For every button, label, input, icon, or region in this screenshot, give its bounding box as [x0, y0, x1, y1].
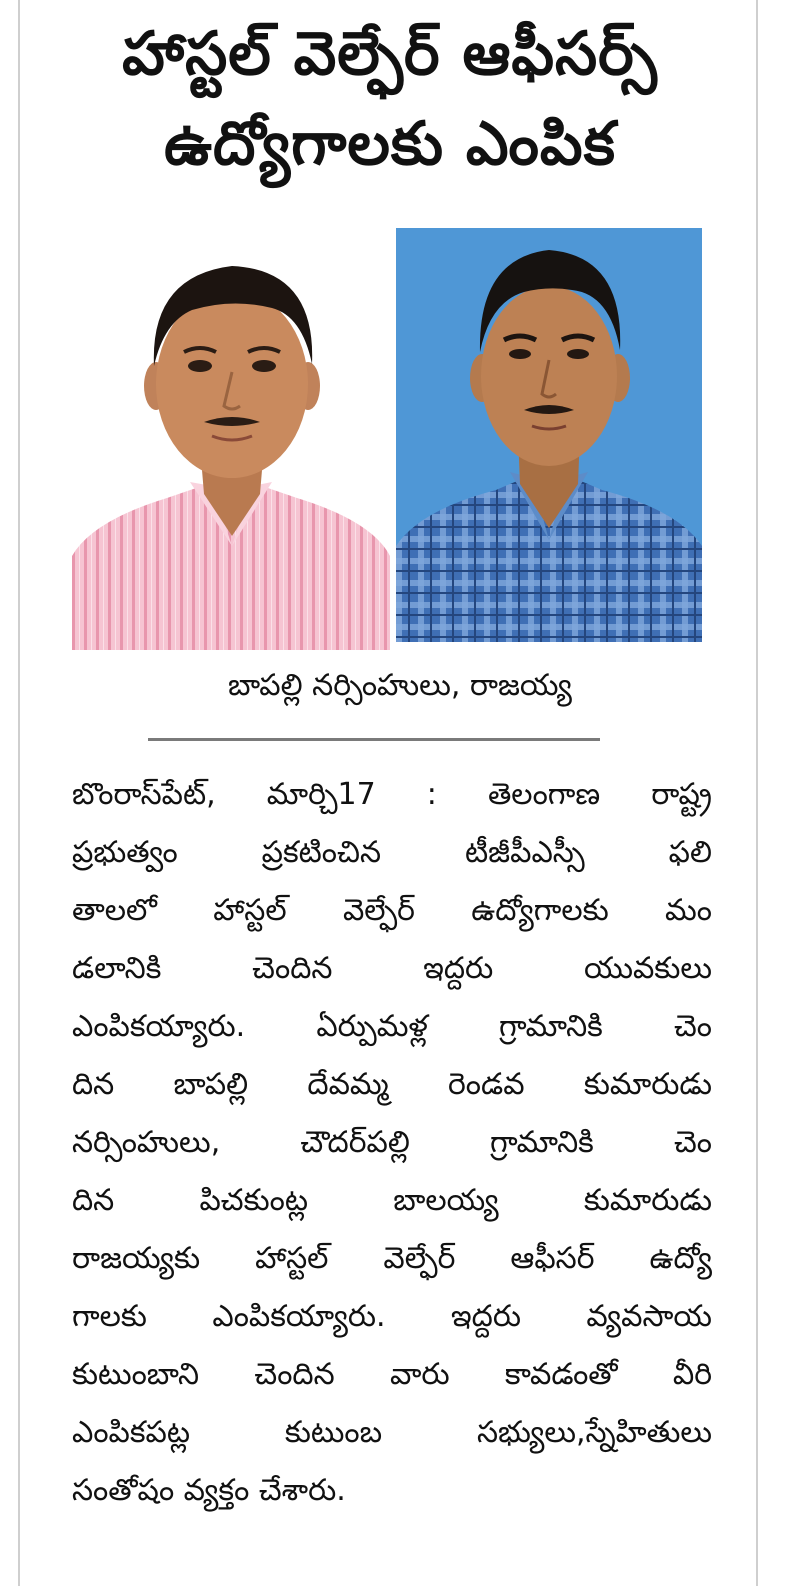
- portrait-illustration-right: [396, 228, 702, 642]
- article-body-line: ఎంపికయ్యారు. ఏర్పుమళ్ల గ్రామానికి చెం: [72, 1009, 712, 1044]
- portrait-photo-left: [72, 236, 390, 650]
- photo-caption: బాపల్లి నర్సింహులు, రాజయ్య: [228, 668, 572, 703]
- article-body-line: ఎంపికపట్ల కుటుంబ సభ్యులు,స్నేహితులు: [72, 1415, 712, 1450]
- article-body-line: సంతోషం వ్యక్తం చేశారు.: [72, 1473, 346, 1508]
- article-body-line: గాలకు ఎంపికయ్యారు. ఇద్దరు వ్యవసాయ: [72, 1299, 712, 1334]
- article-body-line: డలానికి చెందిన ఇద్దరు యువకులు: [72, 951, 712, 986]
- article-body-line: నర్సింహులు, చౌదర్‌పల్లి గ్రామానికి చెం: [72, 1125, 712, 1160]
- article-body-line: బొంరాస్‌పేట్, మార్చి17 : తెలంగాణ రాష్ట్ర: [72, 777, 712, 812]
- article-body-line: రాజయ్యకు హాస్టల్ వెల్ఫేర్ ఆఫీసర్ ఉద్యో: [72, 1241, 712, 1276]
- article-body-line: తాలలో హాస్టల్ వెల్ఫేర్ ఉద్యోగాలకు మం: [72, 893, 712, 928]
- portrait-illustration-left: [72, 236, 390, 650]
- headline-line-1: హాస్టల్ వెల్ఫేర్ ఆఫీసర్స్: [122, 19, 658, 89]
- caption-divider: [148, 738, 600, 741]
- article-body-line: కుటుంబాని చెందిన వారు కావడంతో వీరి: [72, 1357, 712, 1392]
- headline-line-2: ఉద్యోగాలకు ఎంపిక: [164, 109, 616, 179]
- portrait-photo-right: [396, 228, 702, 642]
- article-body-line: దిన పిచకుంట్ల బాలయ్య కుమారుడు: [72, 1183, 712, 1218]
- article-body-line: దిన బాపల్లి దేవమ్మ రెండవ కుమారుడు: [72, 1067, 712, 1102]
- article-body-line: ప్రభుత్వం ప్రకటించిన టీజీపీఎస్సీ ఫలి: [72, 835, 712, 870]
- article-body: [72, 766, 712, 1520]
